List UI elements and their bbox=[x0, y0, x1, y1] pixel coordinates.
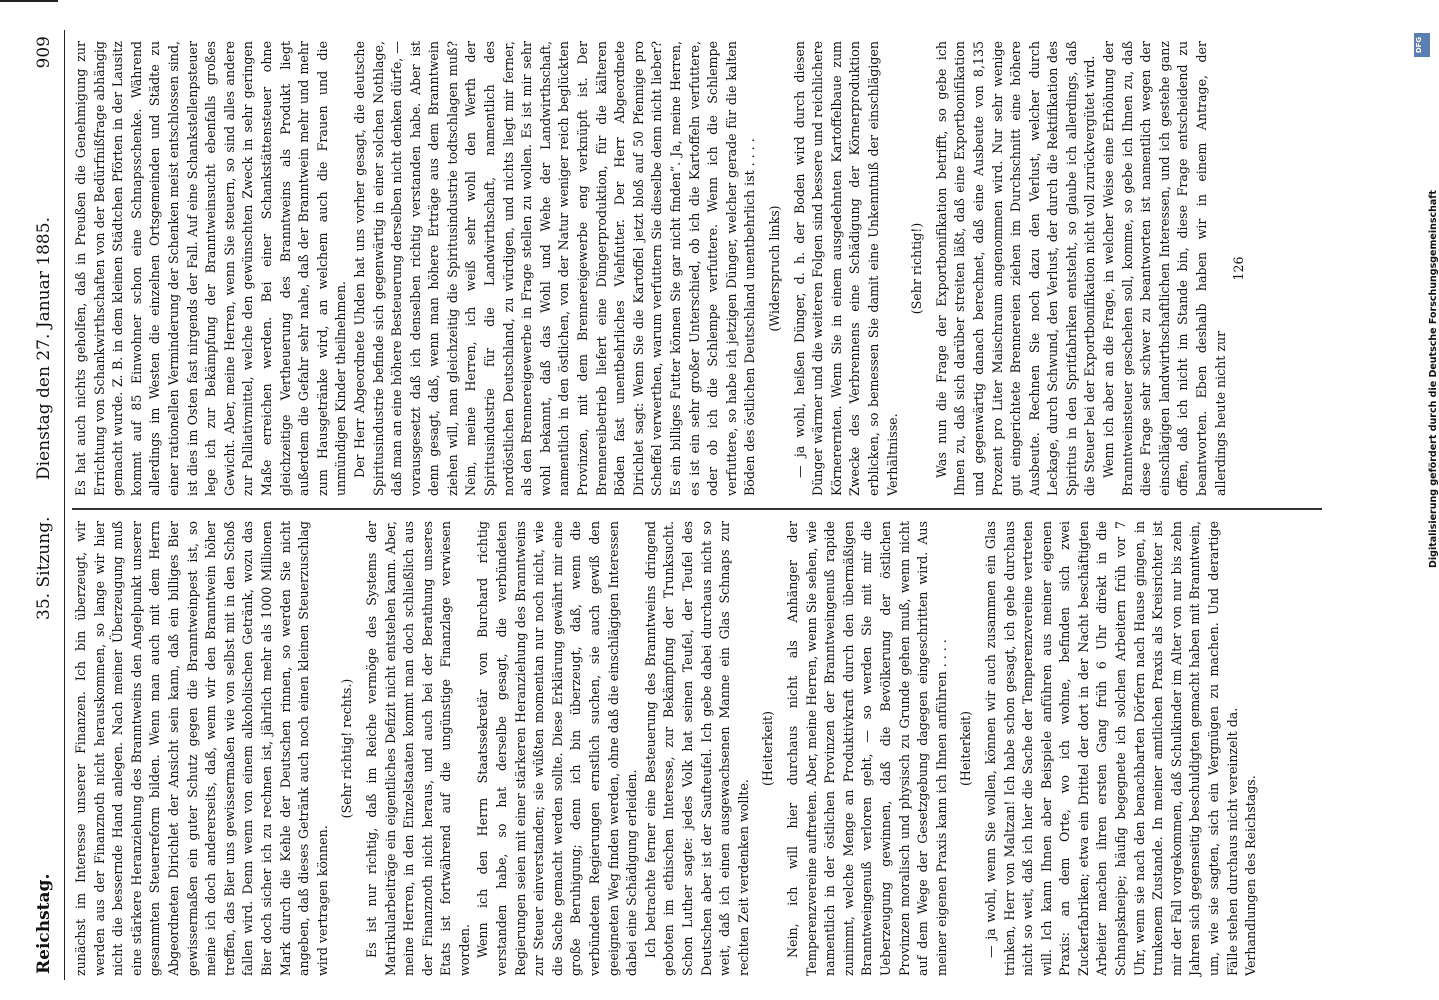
paragraph: Was nun die Frage der Exportbonifikation betrifft, so gebe ich Ihnen zu, daß sich darüber streiten läßt, daß eine Exportbonifikation und gegenwärtig danach berechnet, daß eine Ausbeute von 8,135 Prozent pro Liter Maischraum angenommen wird. Nur sehr wenige gut eingerichtete Brennereien ziehen im Durchschnitt eine höhere Ausbeute. Rechnen Sie noch dazu den Verlust, welcher durch Leckage, durch Schwund, den Verlust, der durch die Rektifikation des Spiritus in den Spritfabriken entsteht, so glaube ich allerdings, daß die Steuer bei der Exportbonifikation nicht voll zurückvergütet wird. bbox=[933, 41, 1098, 496]
interjection: (Heiterkeit) bbox=[760, 711, 776, 786]
paragraph: Wenn ich aber an die Frage, in welcher Weise eine Erhöhung der Branntweinsteuer geschehen soll, komme, so gebe ich Ihnen zu, daß diese Frage sehr schwer zu beantworten ist namentlich wegen der einschlägigen landwirthschaftlichen Interessen, und ich gestehe ganz offen, daß ich nicht im Stande bin, diese Frage entscheidend zu beantworten. Eben deshalb haben wir in einem Antrage, der allerdings heute nicht zur bbox=[1101, 41, 1228, 496]
paragraph: Nein, ich will hier durchaus nicht als Anhänger der Temperenzvereine auftreten. Aber, meine Herren, wenn Sie sehen, wie namentlich in der östlichen Provinzen der Branntweingenuß rapide zunimmt, welche Menge an Produktivkraft durch den übermäßigen Branntweingenuß verloren geht, — so werden Sie mit mir die Ueberzeugung gewinnen, daß die Bevölkerung der östlichen Provinzen moralisch und physisch zu Grunde gehen muß, wenn nicht auf dem Wege der Gesetzgebung dagegen eingeschritten wird. Aus meiner eigenen Praxis kann ich Ihnen anführen . . . . bbox=[784, 521, 949, 976]
corner-mark bbox=[0, 0, 58, 2]
column-left bbox=[72, 521, 1332, 976]
page-header bbox=[24, 30, 65, 980]
dfg-logo-text: DFG bbox=[1415, 36, 1424, 54]
paragraph: Ich betrachte ferner eine Besteuerung des Branntweins dringend geboten im ethischen Interesse, zur Bekämpfung der Trunksucht. Schon Luther sagte: jedes Volk hat seinen Teufel, der Teufel des Deutschen aber ist der Saufteufel. Ich gebe dabei durchaus nicht so weit, daß ich einen ausgewachsenen Manne ein Glas Schnaps zur rechten Zeit verdenken wollte. bbox=[642, 521, 751, 976]
sheet-number: 126 bbox=[1231, 256, 1247, 281]
column-divider bbox=[72, 509, 1322, 511]
paragraph: — ja wohl, heißen Dünger, d. h. der Boden wird durch diesen Dünger wärmer und die weiteren Folgen sind bessere und reichlichere Körnerernten. Wenn Sie in einem ausgedehnten Kartoffelbaue zum Zwecke des Verbrennens eine Schädigung der Körnerproduktion erblicken, so bemessen Sie damit eine Unkenntniß der einschlägigen Verhältnisse. bbox=[791, 41, 900, 496]
header-page-number: 909 bbox=[34, 36, 54, 69]
column-right bbox=[72, 41, 1332, 496]
interjection: (Sehr richtig!) bbox=[909, 222, 925, 315]
paragraph: Der Herr Abgeordnete Uhden hat uns vorher gesagt, die deutsche Spiritusindustrie befinde sich gegenwärtig in einer solchen Nothlage, daß man an eine höhere Besteuerung derselben nicht denken dürfe, — vorausgesetzt daß ich denselben richtig verstanden habe. Aber ist denn gesagt, daß, wenn man höhere Erträge aus dem Branntwein ziehen will, man gleichzeitig die Spiritusindustrie todtschlagen muß? Nein, meine Herren, ich weiß sehr wohl den Werth der Spiritusindustrie für die Landwirthschaft, namentlich des nordöstlichen Deutschland, zu würdigen, und nichts liegt mir ferner, als den Brennereigewerbe in Frage stellen zu wollen. Es ist mir sehr wohl bekannt, daß das Wohl und Wehe der Landwirthschaft, namentlich in den östlichen, von der Natur weniger reich beglückten Provinzen, mit dem Brennereigewerbe eng verknüpft ist. Der Brennereibetrieb liefert eine Düngerproduktion, für die kälteren Böden fast unentbehrliches Viehfutter. Der Herr Abgeordnete Dirichlet sagt: Wenn Sie die Kartoffel jetzt bloß auf 50 Pfennige pro Scheffel verwerthen, warum verfuttern Sie dieselbe denn nicht lieber? Es ein billiges Futter können Sie gar nicht finden“. Ja, meine Herren, es ist ein sehr großer Unterschied, ob ich die Kartoffeln verfuttere, oder ob ich die Schlempe verfuttere. Wenn ich die Schlempe verfuttere, so habe ich jetzigen Dünger, welcher gerade für die kalten Böden des östlichen Deutschland unentbehrlich ist . . . . bbox=[351, 41, 758, 496]
paragraph: Es ist nur richtig, daß im Reiche vermöge des Systems der Matrikularbeiträge ein eigentliches Defizit nicht entstehen kann. Aber, meine Herren, in den Einzelstaaten kommt man doch schließlich aus der Finanznoth nicht heraus, und auch bei der Berathung unseres Etats ist fortwährend auf die ungünstige Finanzlage verwiesen worden. bbox=[363, 521, 472, 976]
paragraph: Es hat auch nichts geholfen, daß in Preußen die Genehmigung zur Errichtung von Schankwirthschaften von der Bedürfnißfrage abhängig gemacht wurde. Z. B. in dem kleinen Städtchen Pförten in der Lausitz kommt auf 85 Einwohner schon eine Schnapsschenke. Während allerdings im Westen die einzelnen Ortsgemeinden und Städte zu einer rationellen Verminderung der Schenken meist entschlossen sind, ist dies im Osten fast nirgends der Fall. Auf eine Schankstellenpsteuer lege ich zur Bekämpfung der Branntweinsucht ebenfalls großes Gewicht. Aber, meine Herren, wenn Sie steuern, so sind alles andere zur Palliativmittel, welche den gewünschten Zweck in sehr geringen Maße erreichen werden. Bei einer Schankstättensteuer ohne gleichzeitige Vertheuerung des Branntweins als Produkt liegt außerdem die Gefahr sehr nahe, daß der Branntwein mehr und mehr zum Hausgetränke wird, an welchem auch die Frauen und die unmündigen Kinder theilnehmen. bbox=[73, 41, 349, 496]
rotated-page bbox=[24, 30, 1344, 980]
paragraph: Wenn ich den Herrn Staatssekretär von Burchard richtig verstanden habe, so hat derselbe gesagt, die verbündeten Regierungen seien mit einer stärkeren Heranziehung des Branntweins zur Steuer einverstanden; sie wüßten momentan nur noch nicht, wie die Sache gemacht werden sollte. Diese Erklärung gewährt mir eine große Beruhigung; denn ich bin überzeugt, daß, wenn die verbündeten Regierungen ernstlich suchen, sie auch gewiß den geeigneten Weg finden werden, ohne daß die einschlägigen Interessen dabei eine Schädigung erleiden. bbox=[475, 521, 640, 976]
interjection: (Heiterkeit) bbox=[958, 711, 974, 786]
interjection: (Widerspruch links) bbox=[766, 205, 782, 332]
dfg-credit: Digitalisierung gefördert durch die Deutsche Forschungsgemeinschaft bbox=[1428, 190, 1439, 568]
paragraph: — ja wohl, wenn Sie wollen, können wir auch zusammen ein Glas trinken, Herr von Maltzan! Ich habe schon gesagt, ich gehe durchaus nicht so weit, daß ich hier die Sache der Temperenzvereine vertreten will. Ich kann Ihnen aber Beispiele anführen aus meiner eigenen Praxis: an dem Orte, wo ich wohne, befinden sich zwei Zuckerfabriken; etwa ein Drittel der dort in der Nacht beschäftigten Arbeiter machen ihren ersten Gang früh 6 Uhr direkt in die Schnapskneipe; häufig begegnete ich solchen Arbeitern früh vor 7 Uhr, wenn sie nach den benachbarten Dörfern nach Hause gingen, in trunkenem Zustande. In meiner amtlichen Praxis als Kreisrichter ist mir der Fall vorgekommen, daß Schulkinder im Alter von nur bis zehn Jahren sich gegenseitig beschuldigten gemacht haben mit Branntwein, um, wie sie sagten, sich ein Vergnügen zu machen. Und derartige Fälle stehen durchaus nicht vereinzelt da. bbox=[982, 521, 1240, 976]
header-section: Reichstag. bbox=[34, 873, 54, 974]
paragraph: zunächst im Interesse unserer Finanzen. Ich bin überzeugt, wir werden aus der Finanznoth nicht herauskommen, so lange wir hier nicht die bessernde Hand anlegen. Nach meiner Überzeugung muß eine stärkere Heranziehung des Branntweins den Angelpunkt unserer gesammten Steuerreform bilden. Wenn man auch mit dem Herrn Abgeordneten Dirichlet der Ansicht sein kann, daß ein billiges Bier gewissermaßen ein guter Schutz gegen die Branntweinpest ist, so meine ich doch andererseits, daß, wenn wir den Branntwein höher treffen, das Bier uns gewissermaßen wie von selbst mit in den Schoß fallen wird. Denn wenn von einem alkoholischen Getränk, wozu das Bier doch sicher ich zu rechnen ist, jährlich mehr als 1000 Millionen Mark durch die Kehle der Deutschen rinnen, so werden Sie nicht angeben, daß dieses Getränk auch noch einen kleinen Steuerzuschlag wird vertragen können. bbox=[73, 521, 330, 976]
footer-label: Verhandlungen des Reichstags. bbox=[1243, 775, 1259, 976]
header-date: Dienstag den 27. Januar 1885. bbox=[34, 217, 54, 480]
header-session: 35. Sitzung. bbox=[34, 516, 54, 620]
interjection: (Sehr richtig! rechts.) bbox=[339, 678, 355, 819]
dfg-logo bbox=[1414, 33, 1430, 57]
